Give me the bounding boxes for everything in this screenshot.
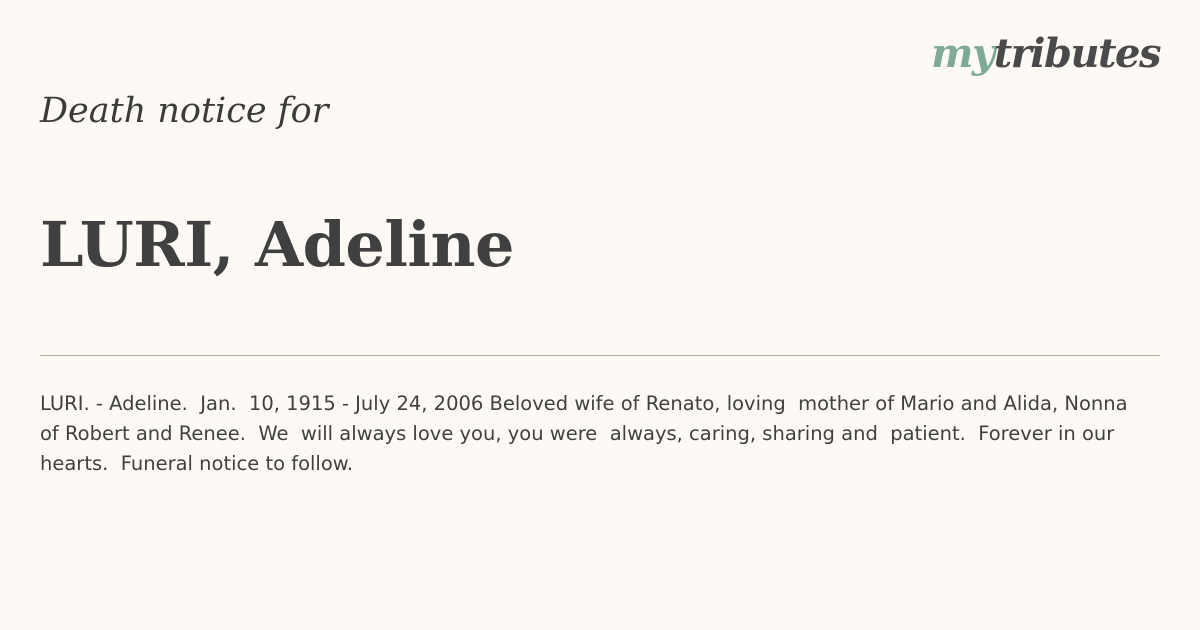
logo-name: tributes	[993, 30, 1160, 77]
notice-text: LURI. - Adeline. Jan. 10, 1915 - July 24, 2006 Beloved wife of Renato, loving mother of Mario and Alida, Nonna of Robert and Renee. We will always love you, you were always, caring, sharing and patient. Forever in our hearts. Funeral notice to follow.	[40, 392, 1134, 475]
logo-prefix: my	[931, 30, 994, 77]
mytributes-logo[interactable]	[931, 30, 1160, 77]
deceased-name: LURI, Adeline	[40, 208, 514, 281]
divider	[40, 355, 1160, 356]
notice-kicker: Death notice for	[40, 91, 329, 131]
